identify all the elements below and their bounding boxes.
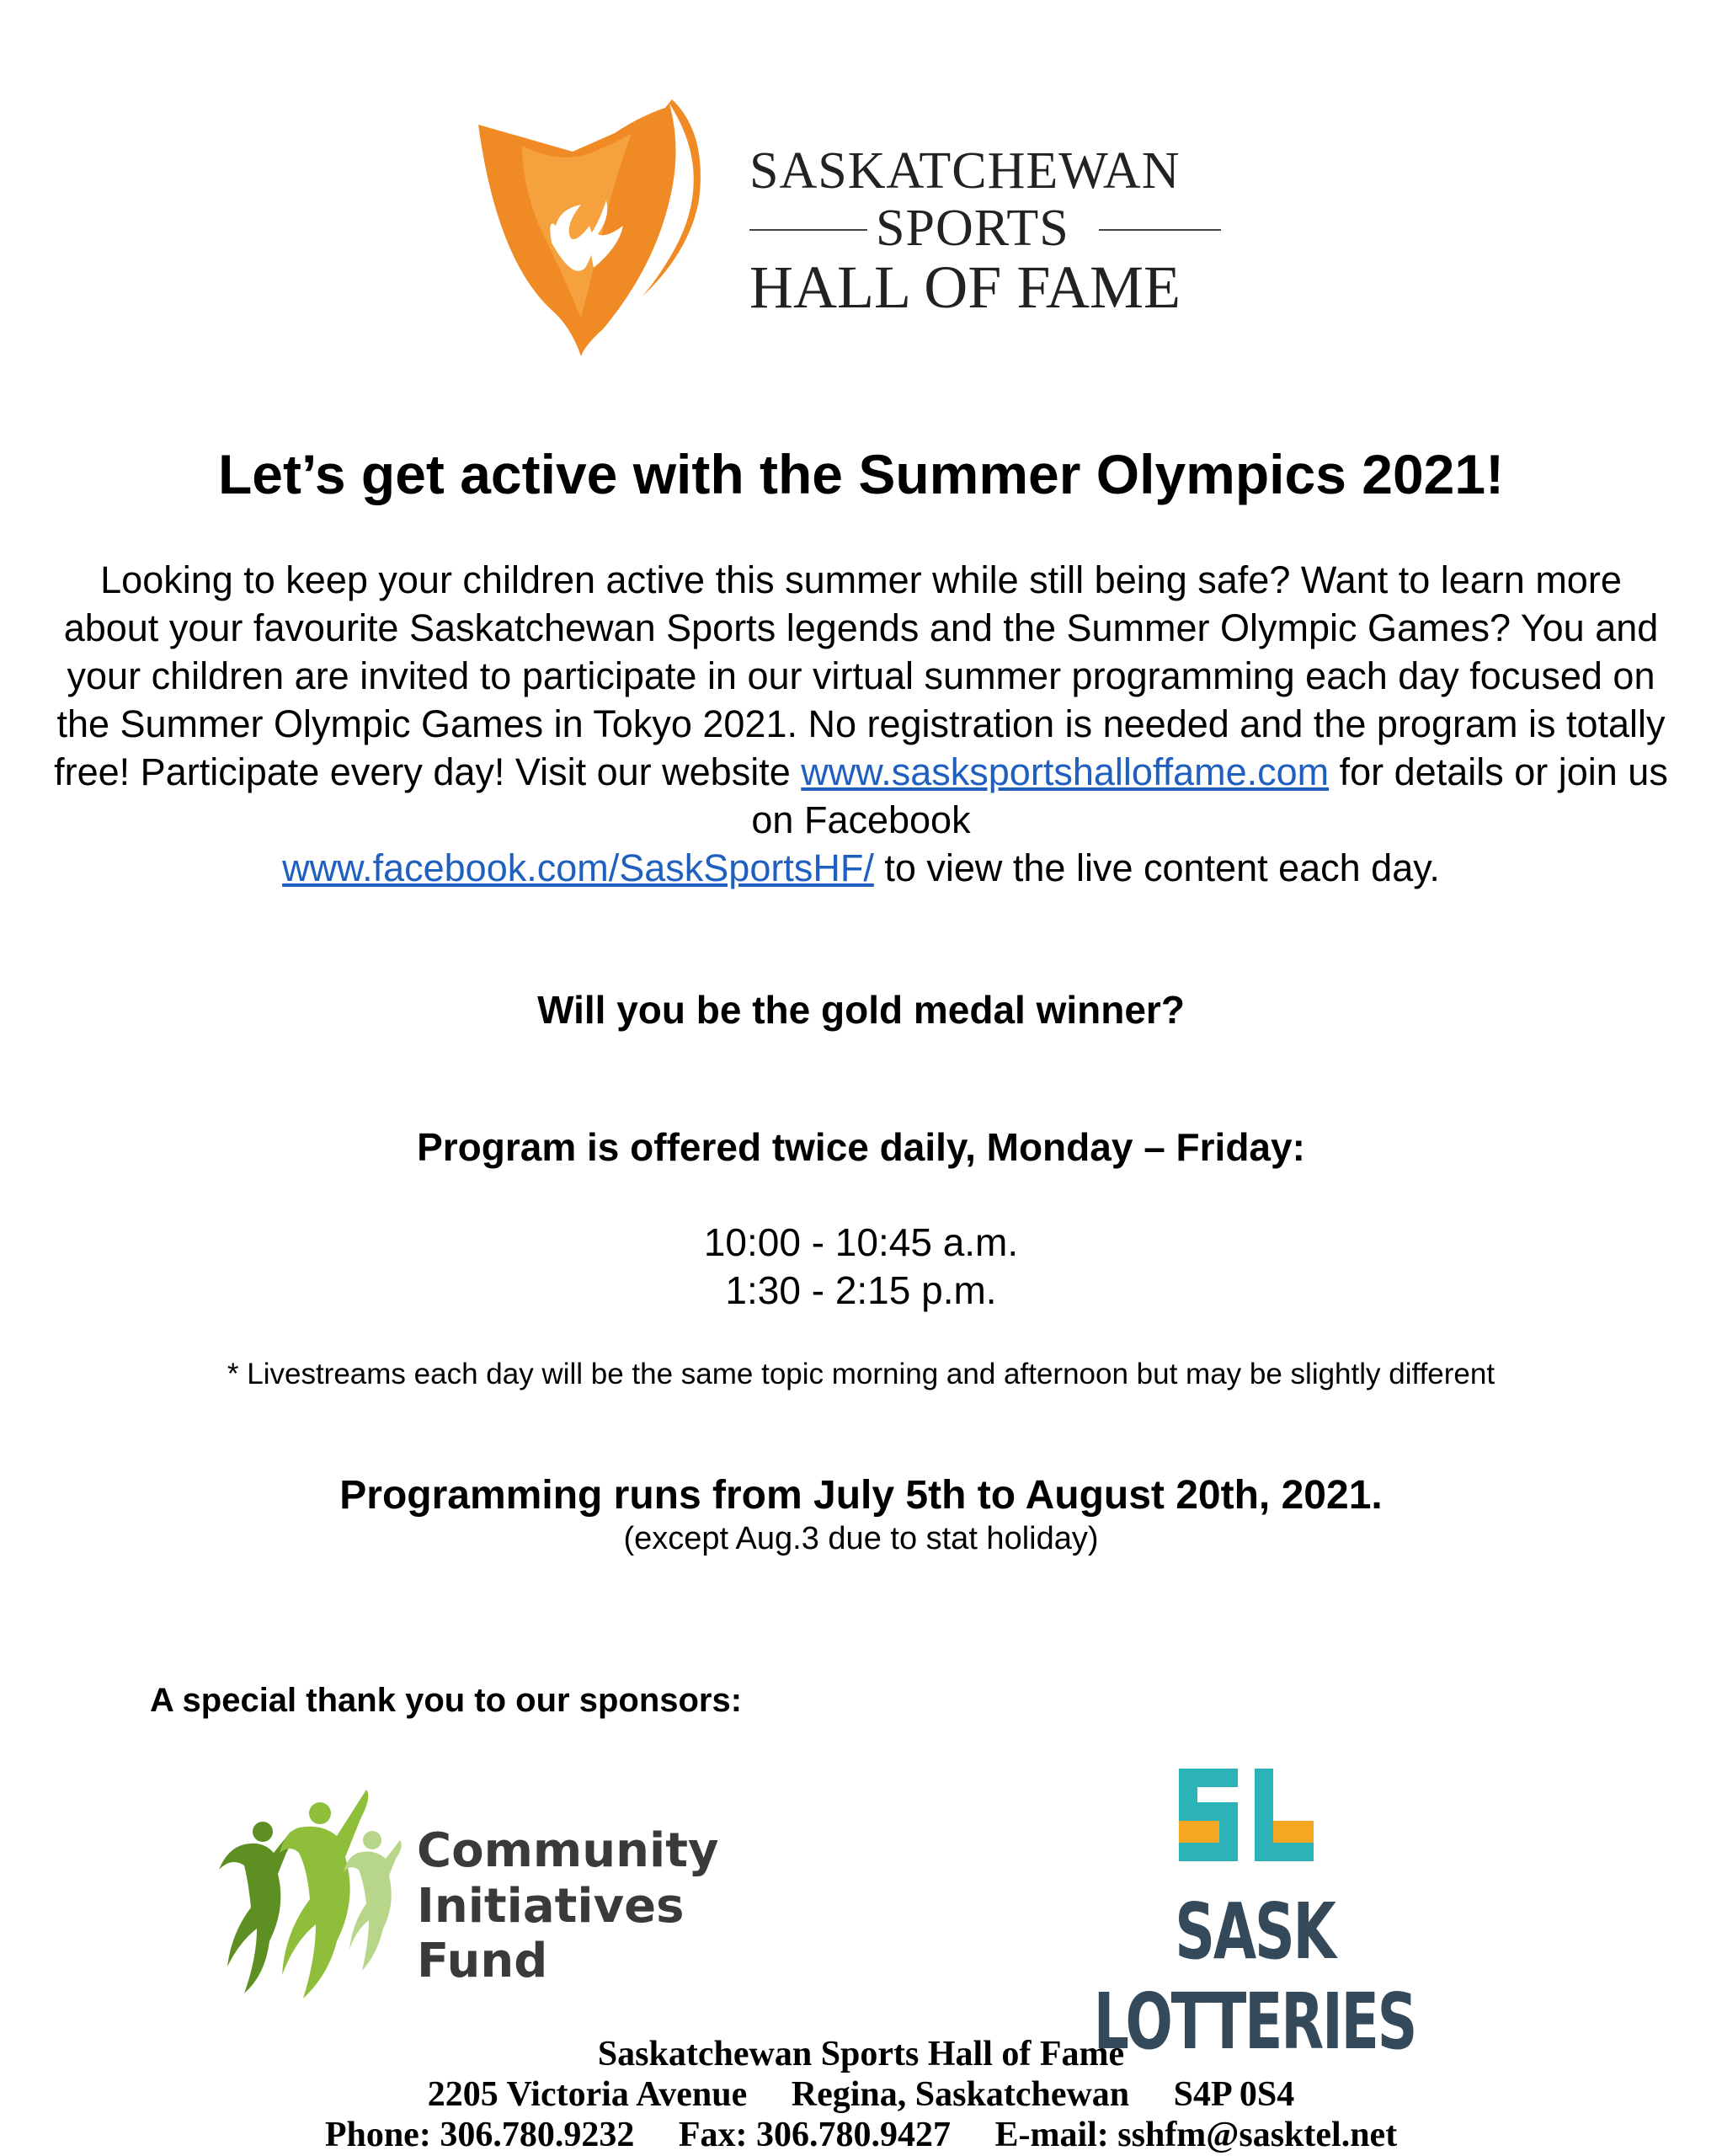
- sponsors-heading: A special thank you to our sponsors:: [150, 1682, 743, 1719]
- sask-lotteries-name: SASK LOTTERIES: [1093, 1886, 1416, 2067]
- cif-figures-icon: [211, 1773, 404, 2000]
- intro-text-1: Looking to keep your children active this summer while still being safe? Want to learn more about your favourite Saskatchewan Sports legends and the Summer Olympic Games? You and your children are invited to participate in our virtual summer programming each day focused on the Summer Olympic Games in Tokyo 2021. No registration is needed and the program is totally free! Participate every day! Visit our website: [54, 558, 1666, 793]
- logo-line-sports: SPORTS: [876, 200, 1069, 257]
- afternoon-time: 1:30 - 2:15 p.m.: [725, 1268, 997, 1312]
- intro-text-3: to view the live content each day.: [873, 846, 1440, 889]
- facebook-link[interactable]: www.facebook.com/SaskSportsHF/: [282, 846, 874, 889]
- morning-time: 10:00 - 10:45 a.m.: [703, 1220, 1019, 1264]
- gold-medal-question: Will you be the gold medal winner?: [537, 988, 1185, 1032]
- logo-rule-right: [1099, 229, 1221, 231]
- schedule-heading: Program is offered twice daily, Monday – Friday:: [417, 1125, 1305, 1169]
- page-title: Let’s get active with the Summer Olympics 2021!: [217, 443, 1505, 505]
- logo-line-hall-of-fame: HALL OF FAME: [749, 253, 1181, 321]
- hall-of-fame-logo-mark: [472, 99, 716, 360]
- livestream-note: * Livestreams each day will be the same topic morning and afternoon but may be slightly different: [227, 1358, 1495, 1390]
- intro-paragraph: [51, 556, 1671, 892]
- holiday-exception: (except Aug.3 due to stat holiday): [623, 1521, 1099, 1556]
- intro-text-2: for details or join us on Facebook: [751, 750, 1668, 841]
- website-link[interactable]: www.sasksportshalloffame.com: [801, 750, 1330, 793]
- logo-line-saskatchewan: SASKATCHEWAN: [749, 142, 1181, 200]
- footer-contact: Phone: 306.780.9232 Fax: 306.780.9427 E-mail: sshfm@sasktel.net: [324, 2116, 1398, 2154]
- cif-name-line2: Initiatives Fund: [417, 1879, 685, 1988]
- footer-organization-name: Saskatchewan Sports Hall of Fame: [597, 2035, 1125, 2073]
- sask-lotteries-mark-icon: [1162, 1769, 1330, 1861]
- community-initiatives-fund-logo: [211, 1773, 766, 2000]
- program-dates: Programming runs from July 5th to August 20th, 2021.: [339, 1473, 1383, 1518]
- logo-rule-left: [749, 229, 867, 231]
- footer-address: 2205 Victoria Avenue Regina, Saskatchewan S4P 0S4: [427, 2075, 1295, 2114]
- hall-of-fame-wordmark: [741, 135, 1229, 320]
- cif-name-line1: Community: [417, 1823, 719, 1878]
- sask-lotteries-logo: [1019, 1769, 1490, 2067]
